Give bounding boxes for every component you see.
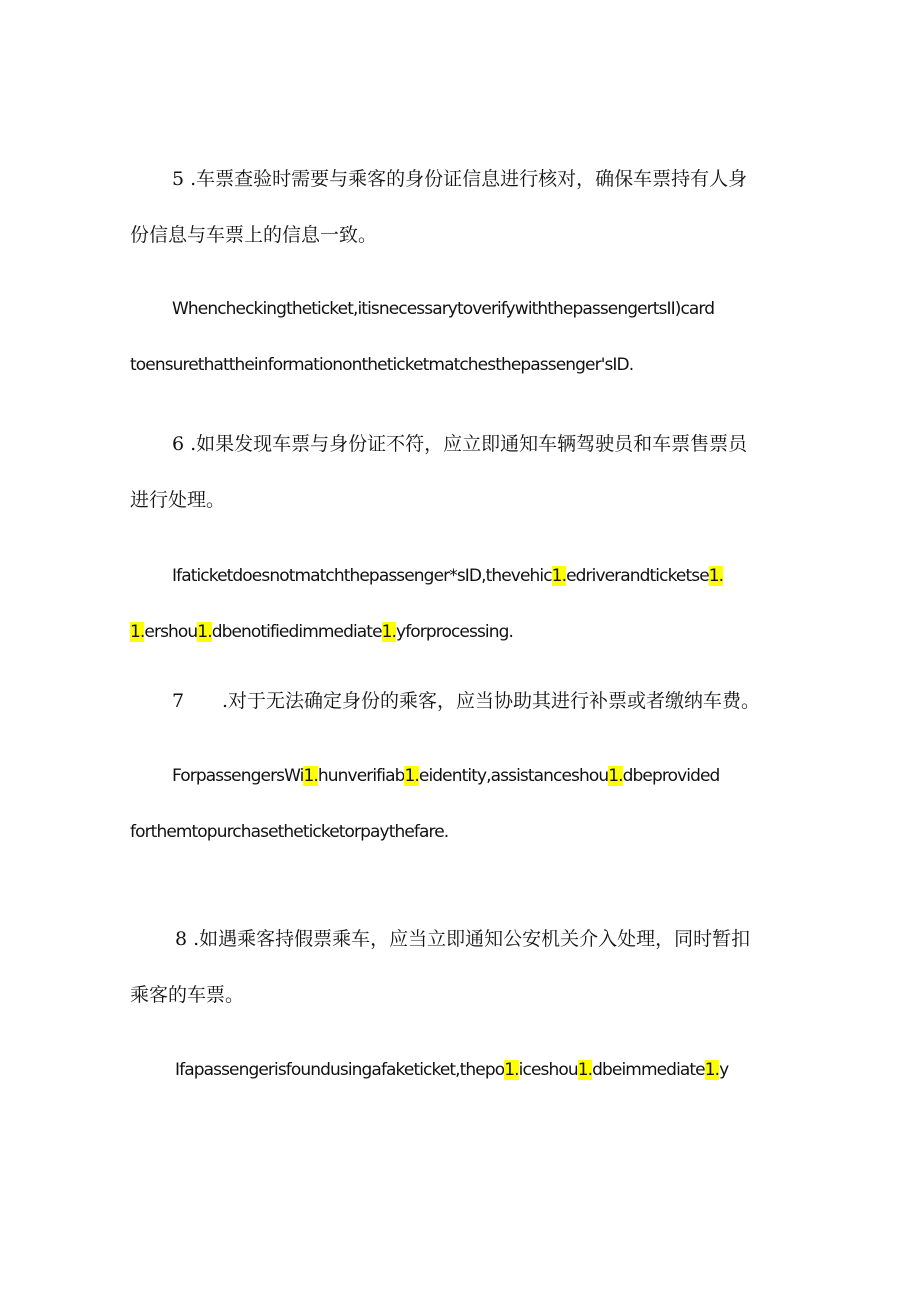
highlight-mark: 1.	[504, 1060, 519, 1080]
item-5-en-line-1: Whencheckingtheticket,itisnecessarytoverifywiththepassengertsII)card	[172, 299, 715, 319]
item-7-en-seg: ForpassengersWi	[172, 766, 304, 786]
item-6-en-seg: dbenotifiedimmediate	[211, 622, 382, 642]
item-8-zh-text-1: .如遇乘客持假票乘车，应当立即通知公安机关介入处理，同时暂扣	[193, 928, 751, 950]
item-8-en-seg: iceshou	[518, 1060, 578, 1080]
item-6-zh-line-2: 进行处理。	[130, 489, 226, 511]
item-8-en-seg: Ifapassengerisfoundusingafaketicket,thepo	[175, 1060, 505, 1080]
item-8-en-seg: dbeimmediate	[592, 1060, 705, 1080]
item-5-zh-line-1	[172, 170, 747, 189]
item-5-en-line-2: toensurethattheinformationontheticketmatchesthepassenger'sID.	[130, 355, 634, 375]
item-6-en-seg: ershou	[144, 622, 198, 642]
item-7-en-line-1	[172, 768, 719, 785]
item-7-en-seg: dbeprovided	[622, 766, 720, 786]
item-6-en-line-2	[130, 624, 513, 641]
highlight-mark: 1.	[577, 1060, 593, 1080]
highlight-mark: 1.	[551, 566, 567, 586]
highlight-mark: 1.	[381, 622, 397, 642]
item-7-zh-line-1	[172, 692, 760, 711]
item-6-zh-text-1: .如果发现车票与身份证不符，应立即通知车辆驾驶员和车票售票员	[190, 433, 748, 455]
item-8-zh-line-1	[175, 930, 750, 949]
item-6-en-line-1	[172, 568, 723, 585]
highlight-mark: 1.	[704, 1060, 720, 1080]
highlight-mark: 1.	[608, 766, 623, 786]
item-6-zh-line-1	[172, 435, 747, 454]
highlight-mark: 1.	[197, 622, 212, 642]
item-6-en-seg: edriverandticketse	[566, 566, 709, 586]
item-8-en-seg: y	[719, 1060, 729, 1080]
highlight-mark: 1.	[404, 766, 419, 786]
item-7-en-line-2: forthemtopurchasetheticketorpaythefare.	[130, 822, 449, 842]
highlight-mark: 1.	[303, 766, 318, 786]
item-5-number: 5	[172, 168, 185, 190]
item-7-en-seg: eidentity,assistanceshou	[418, 766, 609, 786]
item-5-zh-text-1: .车票查验时需要与乘客的身份证信息进行核对，确保车票持有人身	[190, 168, 748, 190]
item-6-en-seg: Ifaticketdoesnotmatchthepassenger*sID,thevehic	[172, 566, 552, 586]
item-7-zh-text-1: .对于无法确定身份的乘客，应当协助其进行补票或者缴纳车费。	[222, 690, 761, 712]
item-6-number: 6	[172, 433, 185, 455]
item-7-number: 7	[172, 690, 185, 712]
item-7-en-seg: hunverifiab	[317, 766, 405, 786]
item-8-zh-line-2: 乘客的车票。	[130, 984, 245, 1006]
item-6-en-seg: yforprocessing.	[396, 622, 514, 642]
item-8-number: 8	[175, 928, 188, 950]
item-5-zh-line-2: 份信息与车票上的信息一致。	[130, 224, 378, 246]
highlight-mark: 1.	[130, 622, 145, 642]
item-8-en-line-1	[175, 1062, 728, 1079]
highlight-mark: 1.	[708, 566, 724, 586]
